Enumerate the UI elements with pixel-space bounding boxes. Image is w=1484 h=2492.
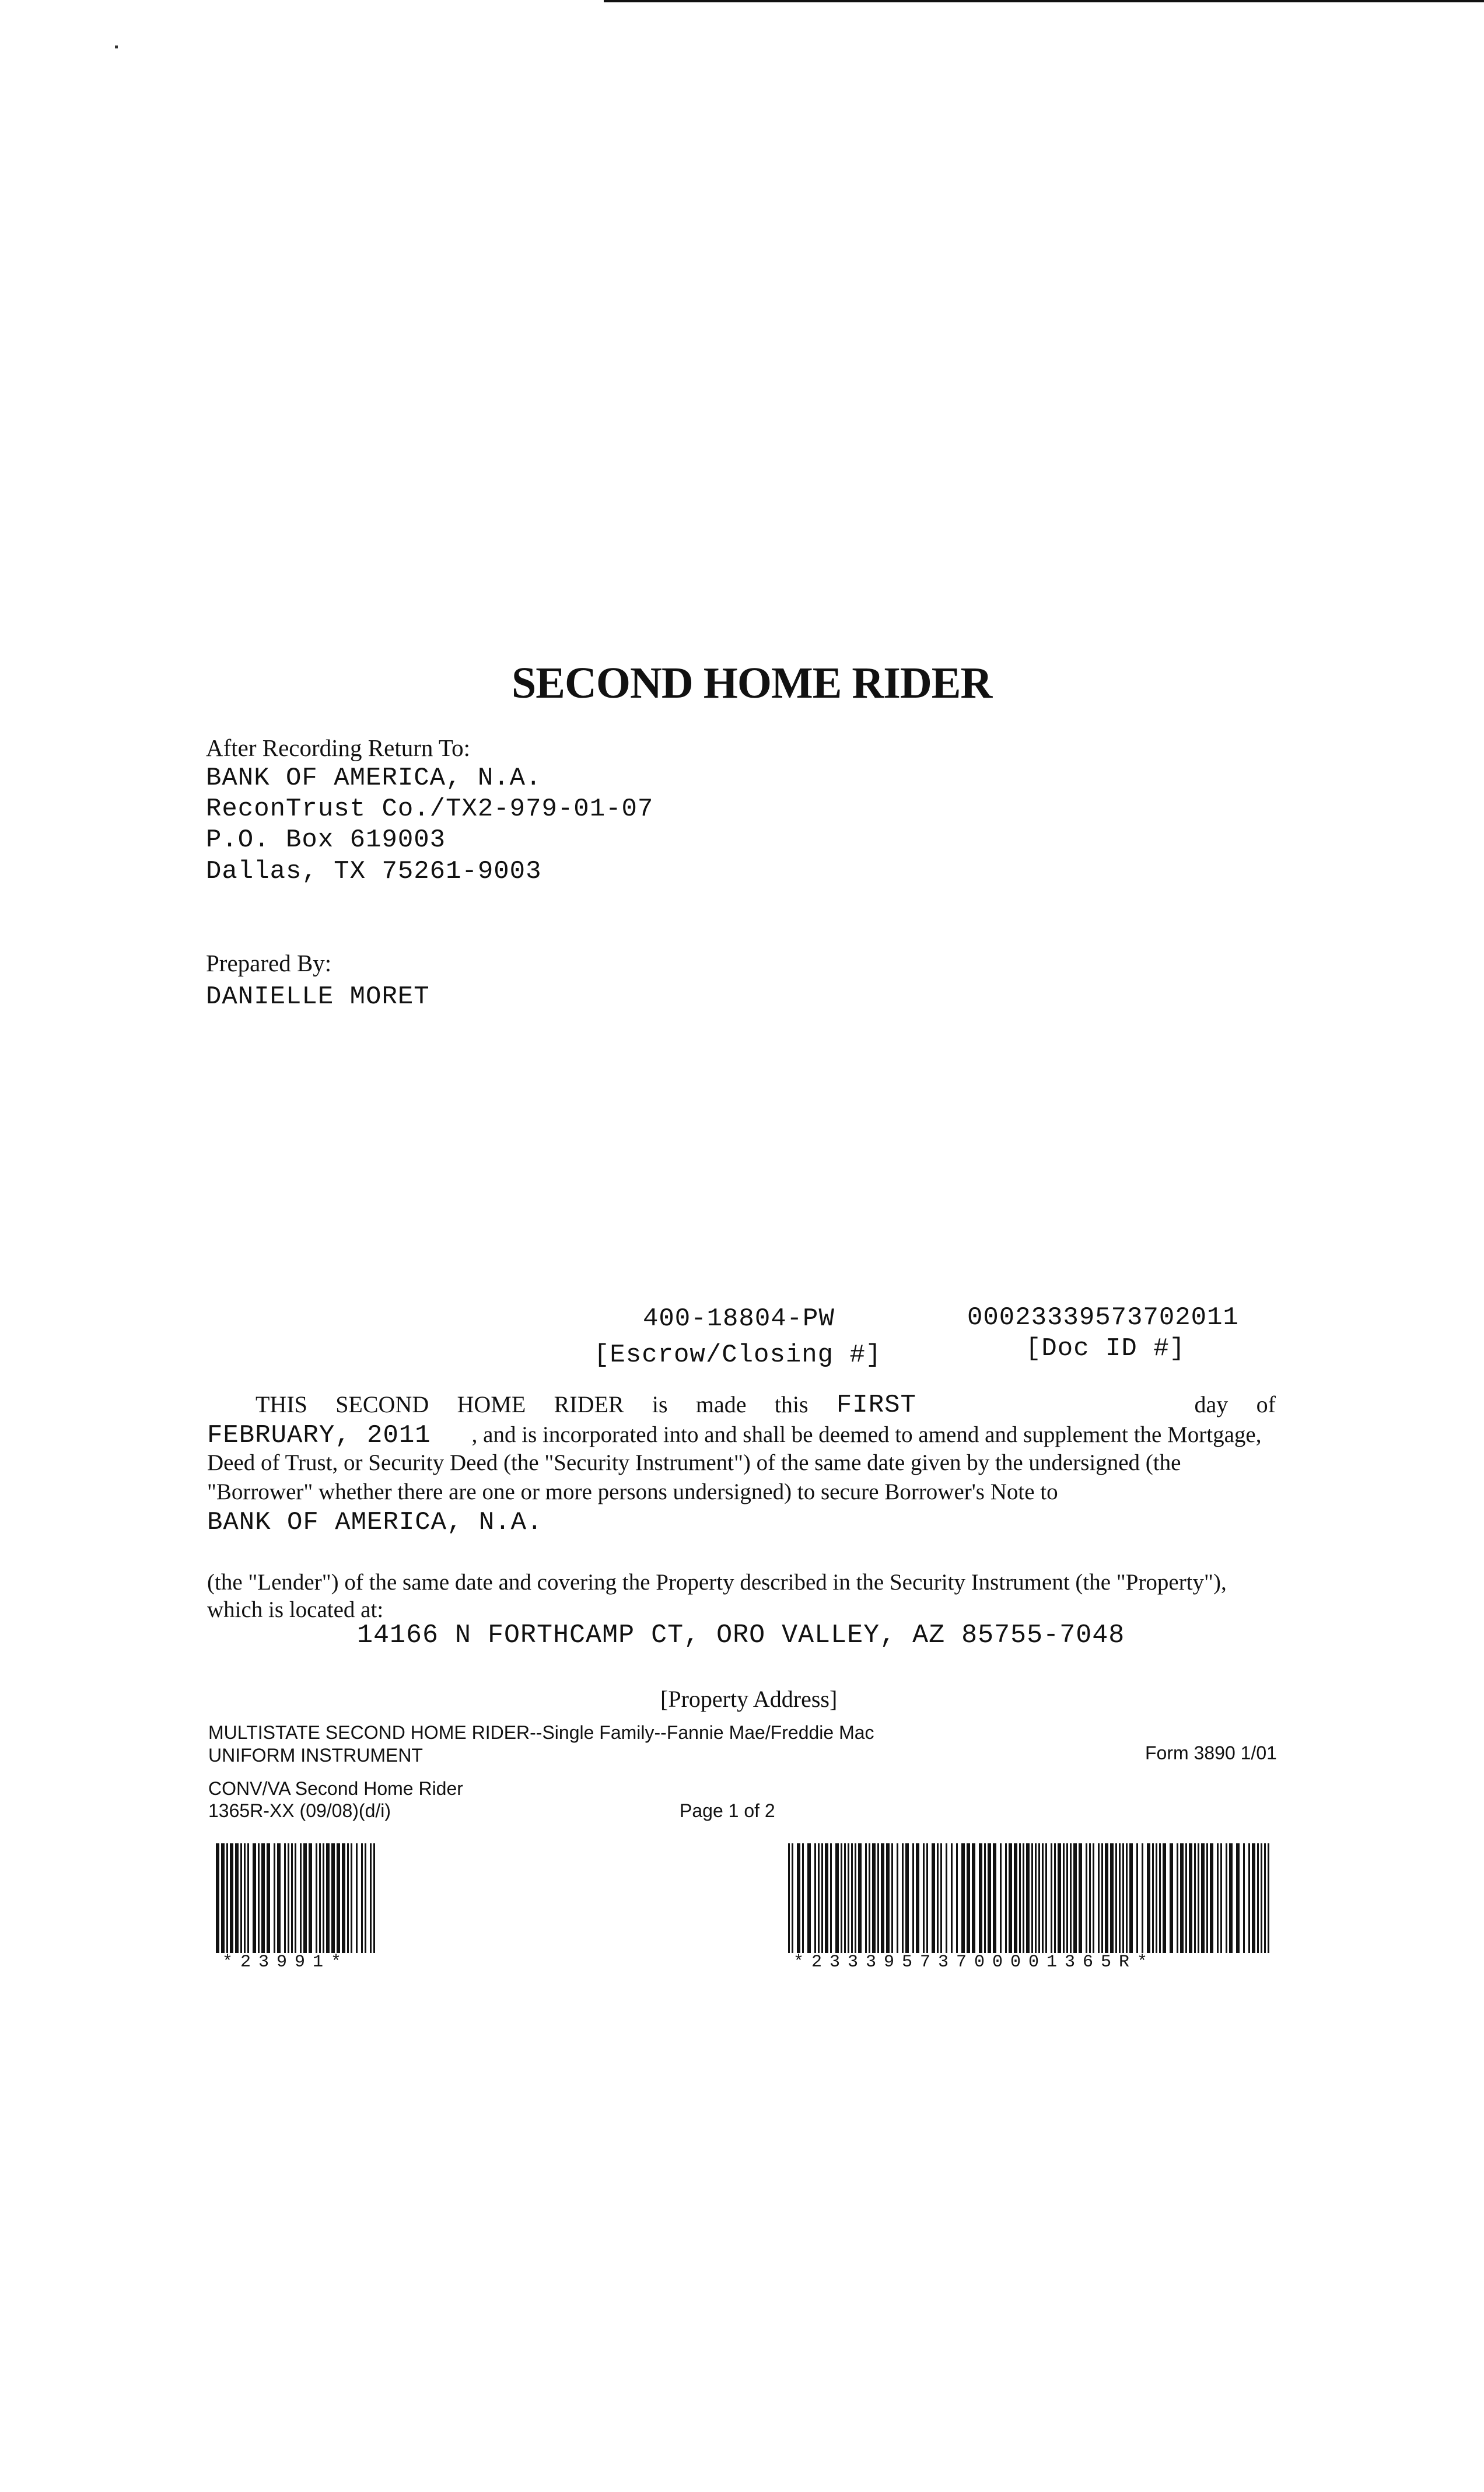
- barcode-bar: [1170, 1843, 1173, 1953]
- barcode-bar: [1063, 1843, 1065, 1953]
- barcode-bar: [858, 1843, 862, 1953]
- body-word: RIDER: [554, 1391, 624, 1418]
- barcode-bar: [1000, 1843, 1002, 1953]
- barcode-bar: [1042, 1843, 1044, 1953]
- barcode-bar: [1189, 1843, 1192, 1953]
- prepared-by-label: Prepared By:: [206, 950, 332, 977]
- barcode-bar: [1019, 1843, 1021, 1953]
- barcode-bar: [1248, 1843, 1250, 1953]
- barcode-bar: [851, 1843, 853, 1953]
- return-to-label: After Recording Return To:: [206, 734, 470, 761]
- scan-speck: [115, 46, 118, 48]
- property-address: 14166 N FORTHCAMP CT, ORO VALLEY, AZ 85755-7048: [357, 1620, 1125, 1650]
- barcode-bar: [1093, 1843, 1094, 1953]
- barcode-bar: [1142, 1843, 1143, 1953]
- barcode-bar: [1264, 1843, 1266, 1953]
- barcode-bar: [821, 1843, 823, 1953]
- barcode-bar: [365, 1843, 366, 1953]
- body-line-2: [207, 1420, 1276, 1450]
- barcode-bar: [1045, 1843, 1047, 1953]
- doc-id: 00023339573702011: [967, 1303, 1239, 1332]
- form-title-line-1: MULTISTATE SECOND HOME RIDER--Single Family--Fannie Mae/Freddie Mac: [208, 1722, 874, 1743]
- lender-name: BANK OF AMERICA, N.A.: [207, 1508, 543, 1537]
- barcode-bar: [940, 1843, 942, 1953]
- barcode-bar: [855, 1843, 856, 1953]
- barcode-bar: [331, 1843, 335, 1953]
- barcode-bar: [1252, 1843, 1255, 1953]
- barcode-bar: [342, 1843, 345, 1953]
- page-number: Page 1 of 2: [680, 1800, 775, 1821]
- barcode-bar: [316, 1843, 317, 1953]
- barcode-bar: [1129, 1843, 1133, 1953]
- barcode-bar: [1086, 1843, 1087, 1953]
- barcode-right: [788, 1843, 1273, 1953]
- barcode-bar: [844, 1843, 846, 1953]
- barcode-bar: [956, 1843, 958, 1953]
- barcode-bar: [961, 1843, 965, 1953]
- barcode-bar: [841, 1843, 842, 1953]
- barcode-bar: [1110, 1843, 1114, 1953]
- body-line-4: "Borrower" whether there are one or more persons undersigned) to secure Borrower's Note to: [207, 1479, 1058, 1504]
- barcode-bar: [905, 1843, 909, 1953]
- barcode-bar: [1226, 1843, 1227, 1953]
- page-title: SECOND HOME RIDER: [512, 659, 992, 708]
- body-line-6: which is located at:: [207, 1597, 384, 1622]
- barcode-bar: [1220, 1843, 1222, 1953]
- barcode-bar: [1229, 1843, 1233, 1953]
- barcode-bar: [1009, 1843, 1012, 1953]
- body-word: day: [1194, 1391, 1228, 1418]
- body-word: of: [1256, 1391, 1276, 1418]
- barcode-bar: [1194, 1843, 1196, 1953]
- barcode-bar: [984, 1843, 986, 1953]
- form-title-line-2: UNIFORM INSTRUMENT: [208, 1745, 423, 1766]
- barcode-bar: [1115, 1843, 1117, 1953]
- barcode-bar: [277, 1843, 281, 1953]
- barcode-bar: [216, 1843, 219, 1953]
- body-word: made: [695, 1391, 747, 1418]
- barcode-bar: [1038, 1843, 1040, 1953]
- barcode-bar: [230, 1843, 233, 1953]
- return-to-line: ReconTrust Co./TX2-979-01-07: [206, 794, 654, 824]
- barcode-bar: [926, 1843, 928, 1953]
- barcode-bar: [1014, 1843, 1017, 1953]
- barcode-bar: [1163, 1843, 1166, 1953]
- barcode-bar: [247, 1843, 249, 1953]
- body-line-3: Deed of Trust, or Security Deed (the "Security Instrument") of the same date given by the undersigned (the: [207, 1450, 1181, 1475]
- property-address-label: [Property Address]: [660, 1686, 838, 1712]
- barcode-bar: [1105, 1843, 1108, 1953]
- barcode-bar: [932, 1843, 935, 1953]
- barcode-bar: [902, 1843, 904, 1953]
- barcode-bar: [1243, 1843, 1245, 1953]
- barcode-bar: [1101, 1843, 1103, 1953]
- barcode-bar: [807, 1843, 811, 1953]
- barcode-bar: [988, 1843, 991, 1953]
- barcode-bar: [872, 1843, 876, 1953]
- barcode-bar: [226, 1843, 228, 1953]
- preparer-name: DANIELLE MORET: [206, 982, 430, 1012]
- barcode-bar: [1147, 1843, 1150, 1953]
- barcode-bar: [1079, 1843, 1082, 1953]
- barcode-bar: [300, 1843, 302, 1953]
- barcode-bar: [869, 1843, 870, 1953]
- top-scan-border: [604, 0, 1484, 2]
- barcode-bar: [351, 1843, 352, 1953]
- barcode-bar: [897, 1843, 898, 1953]
- barcode-bar: [937, 1843, 939, 1953]
- barcode-bar: [802, 1843, 804, 1953]
- body-line-5: (the "Lender") of the same date and covering the Property described in the Security Instrument (the "Property"),: [207, 1570, 1227, 1595]
- barcode-bar: [1261, 1843, 1262, 1953]
- barcode-bar: [1073, 1843, 1077, 1953]
- barcode-bar: [916, 1843, 919, 1953]
- rider-name: CONV/VA Second Home Rider: [208, 1778, 463, 1799]
- barcode-bar: [1126, 1843, 1128, 1953]
- barcode-left: [216, 1843, 375, 1953]
- barcode-bar: [1070, 1843, 1072, 1953]
- barcode-bar: [373, 1843, 375, 1953]
- barcode-bar: [253, 1843, 256, 1953]
- barcode-bar: [814, 1843, 816, 1953]
- blank-space: [944, 1391, 1166, 1420]
- barcode-bar: [881, 1843, 884, 1953]
- barcode-bar: [258, 1843, 260, 1953]
- return-to-line: BANK OF AMERICA, N.A.: [206, 764, 542, 793]
- body-word: is: [652, 1391, 668, 1418]
- barcode-bar: [877, 1843, 879, 1953]
- barcode-bar: [370, 1843, 372, 1953]
- barcode-bar: [1023, 1843, 1024, 1953]
- rider-date: FEBRUARY, 2011: [207, 1421, 431, 1450]
- body-word: SECOND: [335, 1391, 429, 1418]
- barcode-bar: [274, 1843, 275, 1953]
- barcode-bar: [946, 1843, 947, 1953]
- barcode-bar: [361, 1843, 363, 1953]
- barcode-bar: [1089, 1843, 1091, 1953]
- barcode-bar: [1054, 1843, 1056, 1953]
- body-word: HOME: [457, 1391, 526, 1418]
- body-word: THIS: [256, 1391, 307, 1418]
- barcode-bar: [1119, 1843, 1121, 1953]
- barcode-bar: [1156, 1843, 1157, 1953]
- barcode-bar: [1136, 1843, 1138, 1953]
- barcode-bar: [1031, 1843, 1033, 1953]
- body-line-1: [207, 1391, 1276, 1420]
- barcode-bar: [993, 1843, 996, 1953]
- barcode-bar: [951, 1843, 953, 1953]
- barcode-bar: [848, 1843, 849, 1953]
- barcode-bar: [792, 1843, 793, 1953]
- barcode-left-text: *23991*: [222, 1952, 349, 1972]
- barcode-bar: [1159, 1843, 1161, 1953]
- barcode-bar: [323, 1843, 324, 1953]
- barcode-bar: [1152, 1843, 1154, 1953]
- barcode-bar: [303, 1843, 307, 1953]
- barcode-bar: [967, 1843, 970, 1953]
- return-to-line: Dallas, TX 75261-9003: [206, 857, 542, 886]
- barcode-bar: [1198, 1843, 1199, 1953]
- barcode-bar: [1058, 1843, 1061, 1953]
- barcode-bar: [267, 1843, 270, 1953]
- barcode-bar: [912, 1843, 914, 1953]
- barcode-bar: [1122, 1843, 1124, 1953]
- barcode-bar: [865, 1843, 867, 1953]
- barcode-bar: [1051, 1843, 1052, 1953]
- barcode-bar: [1005, 1843, 1007, 1953]
- barcode-bar: [1185, 1843, 1187, 1953]
- escrow-number: 400-18804-PW: [643, 1304, 835, 1334]
- barcode-bar: [1210, 1843, 1213, 1953]
- barcode-bar: [240, 1843, 242, 1953]
- return-to-line: P.O. Box 619003: [206, 825, 446, 855]
- form-number: Form 3890 1/01: [1145, 1742, 1277, 1763]
- barcode-bar: [1217, 1843, 1219, 1953]
- barcode-bar: [1268, 1843, 1269, 1953]
- barcode-bar: [886, 1843, 890, 1953]
- barcode-right-text: *23339573700001365R*: [793, 1952, 1156, 1972]
- barcode-bar: [835, 1843, 839, 1953]
- barcode-bar: [818, 1843, 820, 1953]
- barcode-bar: [797, 1843, 800, 1953]
- barcode-bar: [1177, 1843, 1178, 1953]
- barcode-bar: [923, 1843, 925, 1953]
- barcode-bar: [1257, 1843, 1259, 1953]
- barcode-bar: [1180, 1843, 1184, 1953]
- barcode-bar: [235, 1843, 239, 1953]
- barcode-bar: [244, 1843, 246, 1953]
- barcode-bar: [288, 1843, 289, 1953]
- barcode-bar: [309, 1843, 312, 1953]
- barcode-bar: [347, 1843, 349, 1953]
- barcode-bar: [1098, 1843, 1100, 1953]
- barcode-bar: [1035, 1843, 1037, 1953]
- doc-id-label: [Doc ID #]: [1026, 1334, 1186, 1363]
- barcode-bar: [284, 1843, 286, 1953]
- escrow-number-label: [Escrow/Closing #]: [594, 1340, 882, 1370]
- body-text: , and is incorporated into and shall be deemed to amend and supplement the Mortgage,: [471, 1422, 1262, 1447]
- barcode-bar: [291, 1843, 293, 1953]
- rider-code: 1365R-XX (09/08)(d/i): [208, 1800, 391, 1821]
- barcode-bar: [1201, 1843, 1205, 1953]
- body-word: this: [774, 1391, 808, 1418]
- barcode-bar: [221, 1843, 225, 1953]
- barcode-bar: [1206, 1843, 1208, 1953]
- barcode-bar: [319, 1843, 321, 1953]
- barcode-bar: [326, 1843, 330, 1953]
- barcode-bar: [1066, 1843, 1068, 1953]
- barcode-bar: [1026, 1843, 1030, 1953]
- barcode-bar: [825, 1843, 828, 1953]
- barcode-bar: [1236, 1843, 1240, 1953]
- rider-day: FIRST: [836, 1391, 916, 1420]
- barcode-bar: [356, 1843, 358, 1953]
- barcode-bar: [979, 1843, 982, 1953]
- barcode-bar: [337, 1843, 340, 1953]
- barcode-bar: [788, 1843, 790, 1953]
- barcode-bar: [261, 1843, 265, 1953]
- barcode-bar: [891, 1843, 893, 1953]
- barcode-bar: [972, 1843, 975, 1953]
- barcode-bar: [830, 1843, 832, 1953]
- barcode-bar: [295, 1843, 296, 1953]
